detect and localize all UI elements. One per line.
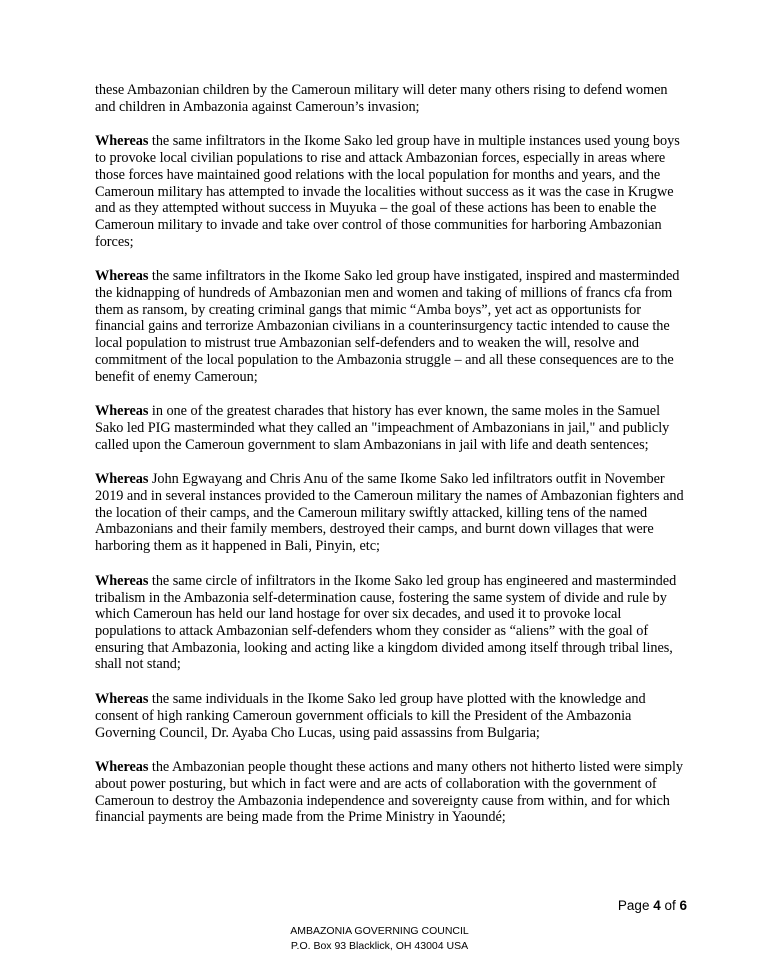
paragraph-text: the Ambazonian people thought these actions and many others not hitherto listed were simply about power posturing, but which in fact were and are acts of collaboration with the government of Cameroun to destroy the Ambazonia independence and sovereignty cause from within, and for which financial payments are being made from the Prime Ministry in Yaoundé; xyxy=(95,759,683,826)
paragraph-text: the same infiltrators in the Ikome Sako led group have instigated, inspired and masterminded the kidnapping of hundreds of Ambazonian men and women and taking of millions of francs cfa from them as ransom, by creating criminal gangs that mimic “Amba boys”, yet act as opportunists for financial gains and terrorize Ambazonian civilians in a counterinsurgency tactic intended to cause the local population to mistrust true Ambazonian self-defenders and to weaken the will, resolve and commitment of the local population to the Ambazonia struggle – and all these consequences are to the benefit of enemy Cameroun; xyxy=(95,268,680,385)
page-total: 6 xyxy=(679,898,687,913)
whereas-paragraph-2 xyxy=(95,268,687,385)
page-current: 4 xyxy=(653,898,661,913)
whereas-lead: Whereas xyxy=(95,268,149,285)
page-prefix: Page xyxy=(617,898,654,913)
whereas-lead: Whereas xyxy=(95,403,149,420)
whereas-paragraph-7 xyxy=(95,759,687,826)
intro-paragraph: these Ambazonian children by the Cameroun military will deter many others rising to defend women and children in Ambazonia against Cameroun’s invasion; xyxy=(95,82,668,115)
whereas-lead: Whereas xyxy=(95,691,149,708)
whereas-paragraph-1 xyxy=(95,133,687,250)
whereas-paragraph-3 xyxy=(95,403,687,453)
paragraph-text: the same infiltrators in the Ikome Sako led group have in multiple instances used young boys to provoke local civilian populations to rise and attack Ambazonian forces, especially in areas where those forces have maintained good relations with the local population for months and years, and the Cameroun military has attempted to invade the localities without success as it was the case in Krugwe and as they attempted without success in Muyuka – the goal of these actions has been to enable the Cameroun military to invade and take over control of those communities for harboring Ambazonian forces; xyxy=(95,133,680,250)
whereas-lead: Whereas xyxy=(95,759,149,776)
page-separator: of xyxy=(660,898,680,913)
whereas-paragraph-5 xyxy=(95,573,687,673)
footer-address: P.O. Box 93 Blacklick, OH 43004 USA xyxy=(290,939,469,952)
whereas-lead: Whereas xyxy=(95,471,149,488)
paragraph-text: the same individuals in the Ikome Sako led group have plotted with the knowledge and consent of high ranking Cameroun government officials to kill the President of the Ambazonia Governing Council, Dr. Ayaba Cho Lucas, using paid assassins from Bulgaria; xyxy=(95,691,646,741)
whereas-lead: Whereas xyxy=(95,133,149,150)
paragraph-text: in one of the greatest charades that history has ever known, the same moles in the Samuel Sako led PIG masterminded what they called an "impeachment of Ambazonians in jail," and publicly called upon the Cameroun government to slam Ambazonians in jail with life and death sentences; xyxy=(95,403,670,453)
whereas-paragraph-6 xyxy=(95,691,687,741)
paragraph-text: John Egwayang and Chris Anu of the same Ikome Sako led infiltrators outfit in November 2019 and in several instances provided to the Cameroun military the names of Ambazonian fighters and the location of their camps, and the Cameroun military swiftly attacked, killing tens of the named Ambazonians and their family members, destroyed their camps, and burnt down villages that were harboring them as it happened in Bali, Pinyin, etc; xyxy=(95,471,684,555)
page-footer xyxy=(0,924,759,953)
whereas-paragraph-4 xyxy=(95,471,687,555)
whereas-lead: Whereas xyxy=(95,572,149,589)
page-number xyxy=(618,898,687,913)
paragraph-text: the same circle of infiltrators in the Ikome Sako led group has engineered and masterminded tribalism in the Ambazonia self-determination cause, fostering the same system of divide and rule by which Cameroun has held our land hostage for over six decades, and used it to provoke local populations to attack Ambazonian self-defenders whom they consider as “aliens” with the goal of ensuring that Ambazonia, looking and acting like a kingdom divided among itself through tribal lines, shall not stand; xyxy=(95,572,677,673)
footer-organization: AMBAZONIA GOVERNING COUNCIL xyxy=(290,925,469,937)
document-body xyxy=(95,82,687,844)
